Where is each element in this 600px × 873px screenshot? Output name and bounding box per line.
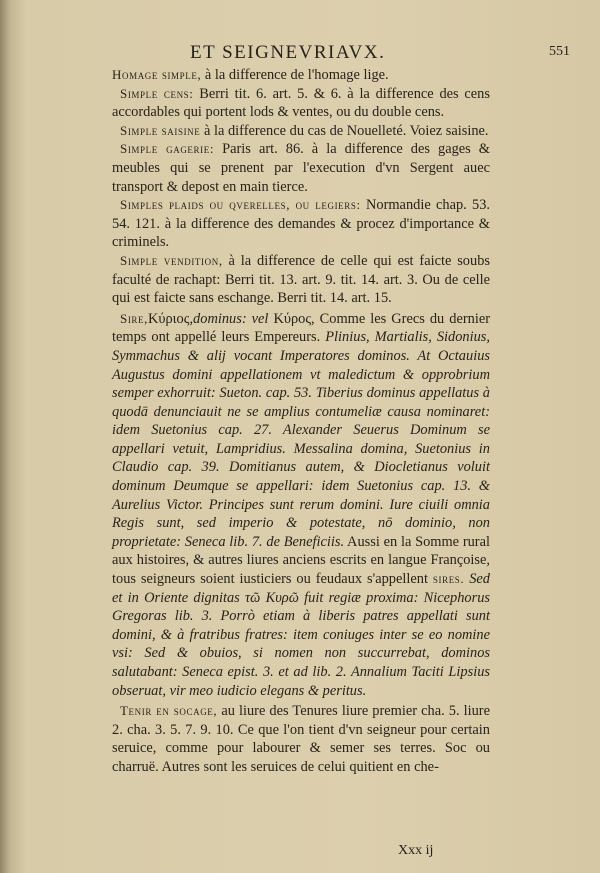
folio-number: 551 <box>549 44 570 59</box>
entry-text: au liure des Tenures liure premier cha. 5. liure 2. cha. 3. 5. 7. 9. 10. Ce que l'on tient d'vn seigneur pour certain seruice, comme pour labourer & semer ses terres. Soc ou charruë. Autres sont les seruices de celui quitient en che- <box>112 703 490 775</box>
entry-head: Simple vendition, <box>120 252 223 268</box>
entry-simple-saisine <box>112 122 490 141</box>
entry-simple-cens <box>112 85 490 122</box>
greek-word: Κύριος, <box>147 310 194 327</box>
entry-head: Sire, <box>120 310 148 326</box>
signature-mark: Xxx ij <box>398 843 434 858</box>
entry-text: Berri tit. 6. art. 5. & 6. à la difference des cens accordables qui portent lods & ventes, ou du double cens. <box>112 85 490 121</box>
text-body <box>112 66 490 777</box>
greek-word: Κύρος, <box>273 310 315 327</box>
entry-head: Tenir en socage, <box>120 703 218 719</box>
entry-tenir-en-socage <box>112 702 490 776</box>
entry-text: Paris art. 86. à la difference des gages & meubles qui se prenent par l'execution d'vn Sergent auec transport & depost en main tierce. <box>112 141 491 195</box>
entry-text: Aussi en la Somme rural aux histoires, & autres liures anciens escrits en langue Françoise, tous seigneurs soient iusticiers ou feudaux s'appellent <box>112 533 490 588</box>
small-caps-word: sires. <box>432 571 465 587</box>
latin-quotation: Sed et in Oriente dignitas τῶ Κυρῶ fuit regiæ proxima: Nicephorus Gregoras lib. 3. Porrò etiam à liberis patres appellati sunt domini, & à fratribus fratres: item coniuges inter se eo nomine vsi: Sed & obuios, si nomen non succurrebat, dominos salutabant: Seneca epist. 3. et ad lib. 2. Annalium Taciti Lipsius obseruat, vir meo iudicio elegans & peritus. <box>112 571 490 699</box>
entry-head: Homage simple, <box>112 67 202 82</box>
entry-text: Comme les Grecs du dernier temps ont appellé leurs Empereurs. <box>112 310 490 346</box>
entry-sire <box>112 310 490 700</box>
entry-text: à la difference du cas de Nouelleté. Voiez saisine. <box>204 122 489 139</box>
entry-simples-plaids <box>112 196 490 252</box>
entry-simple-vendition <box>112 252 490 308</box>
entry-text: Normandie chap. 53. 54. 121. à la difference des demandes & procez d'importance & criminels. <box>112 197 491 251</box>
entry-text: à la difference de l'homage lige. <box>204 67 389 83</box>
entry-homage-simple <box>112 66 490 85</box>
latin-gloss: dominus: vel <box>193 310 269 327</box>
latin-quotation: Plinius, Martialis, Sidonius, Symmachus & alij vocant Imperatores dominos. At Octauius Augustus domini appellationem vt maledictum & opprobrium semper exhorruit: Sueton. cap. 53. Tiberius dominus appellatus à quodā denunciauit ne se amplius contumeliæ causa nominaret: idem Suetonius cap. 27. Alexander Seuerus Dominum se appellari vetuit, Lampridius. Messalina domina, Suetonius in Claudio cap. 39. Domitianus autem, & Diocletianus voluit dominum Deumque se appellari: idem Suetonius cap. 13. & Aurelius Victor. Principes sunt rerum domini. Iure ciuili omnia Regis sunt, sed imperio & potestate, nō dominio, non proprietate: Seneca lib. 7. de Beneficiis. <box>112 329 490 550</box>
running-title: ET SEIGNEVRIAVX. <box>190 42 386 63</box>
entry-head: Simple saisine <box>120 122 201 138</box>
page-header <box>190 40 570 66</box>
entry-head: Simple cens: <box>120 85 194 101</box>
entry-text: à la difference de celle qui est faicte soubs faculté de rachapt: Berri tit. 13. art. 9. tit. 14. art. 3. Ou de celle qui est faicte sans eschange. Berri tit. 14. art. 15. <box>112 252 490 307</box>
entry-head: Simples plaids ou qverelles, ou legiers: <box>120 197 361 213</box>
entry-simple-gagerie <box>112 140 490 196</box>
entry-head: Simple gagerie: <box>120 141 215 157</box>
